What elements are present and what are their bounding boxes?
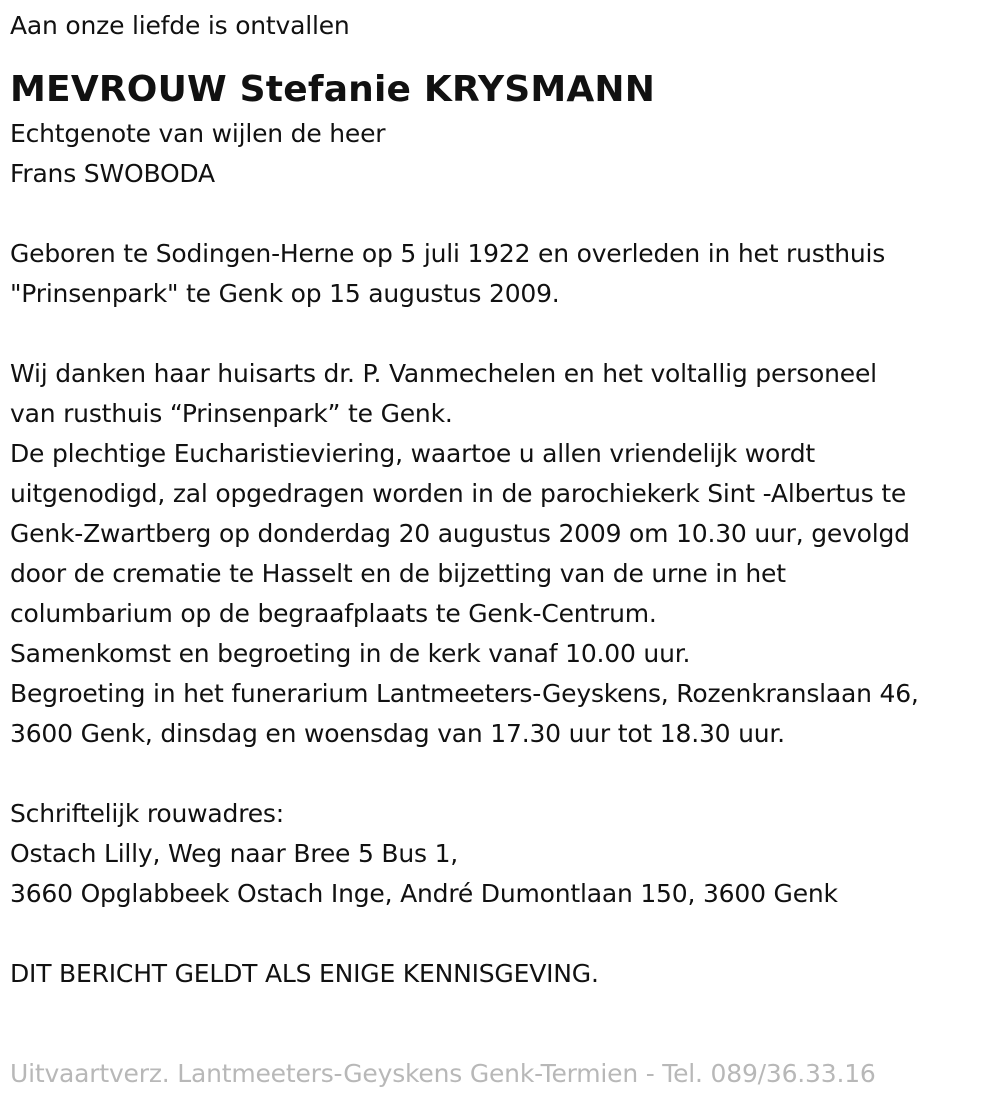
address-line-1: Ostach Lilly, Weg naar Bree 5 Bus 1, <box>10 839 459 868</box>
undertaker-footer: Uitvaartverz. Lantmeeters-Geyskens Genk-Termien - Tel. 089/36.33.16 <box>10 1059 876 1088</box>
address-heading: Schriftelijk rouwadres: <box>10 799 284 828</box>
deceased-name: MEVROUW Stefanie KRYSMANN <box>10 69 656 110</box>
gathering-line: Samenkomst en begroeting in de kerk vanaf 10.00 uur. <box>10 639 691 668</box>
service-line-4: door de crematie te Hasselt en de bijzetting van de urne in het <box>10 559 786 588</box>
spouse-line-1: Echtgenote van wijlen de heer <box>10 119 386 148</box>
notice-line: DIT BERICHT GELDT ALS ENIGE KENNISGEVING. <box>10 959 599 988</box>
funerarium-line-1: Begroeting in het funerarium Lantmeeters-Geyskens, Rozenkranslaan 46, <box>10 679 919 708</box>
thanks-line-2: van rusthuis “Prinsenpark” te Genk. <box>10 399 453 428</box>
service-line-3: Genk-Zwartberg op donderdag 20 augustus 2009 om 10.30 uur, gevolgd <box>10 519 910 548</box>
birth-death-line-2: "Prinsenpark" te Genk op 15 augustus 2009. <box>10 279 560 308</box>
obituary-document <box>10 6 992 994</box>
funerarium-line-2: 3600 Genk, dinsdag en woensdag van 17.30 uur tot 18.30 uur. <box>10 719 785 748</box>
spacer <box>10 754 992 794</box>
intro-line: Aan onze liefde is ontvallen <box>10 11 350 40</box>
service-line-2: uitgenodigd, zal opgedragen worden in de parochiekerk Sint -Albertus te <box>10 479 907 508</box>
thanks-line-1: Wij danken haar huisarts dr. P. Vanmechelen en het voltallig personeel <box>10 359 877 388</box>
spacer <box>10 194 992 234</box>
birth-death-line-1: Geboren te Sodingen-Herne op 5 juli 1922 en overleden in het rusthuis <box>10 239 886 268</box>
service-line-1: De plechtige Eucharistieviering, waartoe u allen vriendelijk wordt <box>10 439 815 468</box>
spouse-line-2: Frans SWOBODA <box>10 159 215 188</box>
spacer <box>10 314 992 354</box>
spacer <box>10 914 992 954</box>
address-line-2: 3660 Opglabbeek Ostach Inge, André Dumontlaan 150, 3600 Genk <box>10 879 838 908</box>
service-line-5: columbarium op de begraafplaats te Genk-Centrum. <box>10 599 657 628</box>
